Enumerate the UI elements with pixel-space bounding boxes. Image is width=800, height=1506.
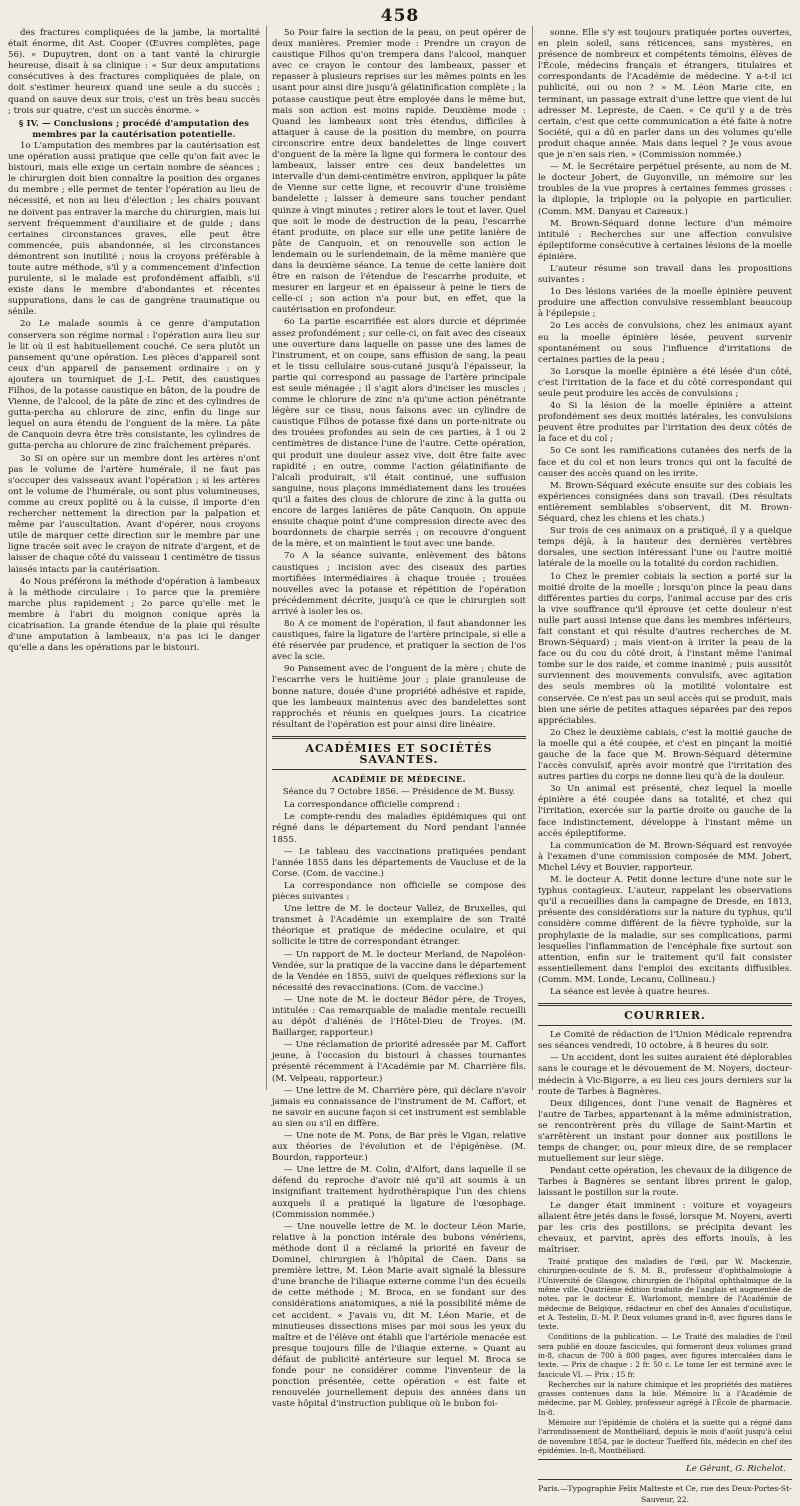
- book-notice: Mémoire sur l'épidémie de choléra et la suette qui a régné dans l'arrondissement de Montbéliard, depuis le mois d'août jusqu'à celui de novembre 1854, par le docteur Tuefferd fils, médecin en chef des épidémies. In-8, Montbéliard.: [538, 1418, 792, 1455]
- report-paragraph: 2o Chez le deuxième cabiais, c'est la moitié gauche de la moelle qui a été coupée, et c'est en pinçant la moitié gauche de la face que M. Brown-Séquard détermine l'accès convulsif, après avoir montré que l'irritation des autres parties du corps ne donne lieu qu'à de la douleur.: [538, 727, 792, 783]
- session-line: Séance du 7 Octobre 1856. — Présidence de M. Bussy.: [282, 786, 516, 797]
- body-paragraph: 4o Nous préférons la méthode d'opération à lambeaux à la méthode circulaire : 1o parce que la première marche plus rapidement ; 2o parce qu'elle met le membre à l'abri du moignon conique après la cicatrisation. La grande étendue de la plaie qui résulte d'une amputation à lambeaux, n'a pas ici le danger qu'elle a dans les opérations par le bistouri.: [8, 576, 260, 654]
- report-paragraph: La séance est levée à quatre heures.: [550, 986, 710, 997]
- report-paragraph: Une lettre de M. le docteur Vallez, de Bruxelles, qui transmet à l'Académie un exemplaire de son Traité théorique et pratique de médecine oculaire, et qui sollicite le titre de correspondant étranger.: [272, 904, 526, 948]
- section-divider: [272, 736, 526, 739]
- headline-rule: [538, 1025, 792, 1026]
- courrier-headline: COURRIER.: [624, 1009, 706, 1023]
- report-paragraph: 1o Des lésions variées de la moelle épinière peuvent produire une affection convulsive ressemblant beaucoup à l'épilepsie ;: [538, 287, 792, 320]
- column-divider: [266, 26, 267, 1090]
- report-paragraph: M. Brown-Séquard exécute ensuite sur des cobiais les expériences consignées dans son travail. (Des résultats entièrement semblables s'observent, dit M. Brown-Séquard, chez les chiens et les chats.): [538, 480, 792, 525]
- printer-line: Paris.—Typographie Felix Malteste et Ce, rue des Deux-Portes-St-Sauveur, 22.: [538, 1484, 792, 1505]
- body-paragraph: 2o Le malade soumis à ce genre d'amputation conservera son régime normal : l'opération aura lieu sur le lit où il est habituellement couché. Ce sera plutôt un pansement qu'une opération. Les pièces d'appareil sont ceux d'un appareil de pansement ordinaire : on y ajoutera un tourniquet de J.-L. Petit, des caustiques Filhos, de la potasse caustique en bâton, de la poudre de Vienne, de l'alcool, de la pâte de zinc et des cylindres de gutta-percha au chlorure de zinc, enfin du linge sur lequel on aura étendu de l'onguent de la mère. La pâte de Canquoin devra être très consistante, les cylindres de gutta-percha au chlorure de zinc fraîchement préparés.: [8, 319, 260, 452]
- report-paragraph: 2o Les accès de convulsions, chez les animaux ayant eu la moelle épinière lésée, peuvent survenir spontanément ou sous l'influence d'irritations de certaines parties de la peau ;: [538, 321, 792, 365]
- news-paragraph: Pendant cette opération, les chevaux de la diligence de Tarbes à Bagnères se sentant libres prirent le galop, laissant le postillon sur la route.: [538, 1166, 792, 1199]
- section-divider: [538, 1003, 792, 1006]
- academy-subhead: ACADÉMIE DE MÉDECINE.: [332, 774, 466, 785]
- report-paragraph: — Une note de M. Pons, de Bar près le Vigan, relative aux théories de l'évolution et de l'épigénèse. (M. Bourdon, rapporteur.): [272, 1131, 526, 1164]
- headline-rule: [272, 769, 526, 770]
- page-number: 458: [380, 6, 420, 26]
- report-paragraph: sonne. Elle s'y est toujours pratiquée portes ouvertes, en plein soleil, sans réticences, sans mystères, en présence de nombreux et compétents témoins, élèves de l'École, médecins français et étrangers, titulaires et correspondants de l'Académie de médecine. Y a-t-il ici publicité, oui ou non ? » M. Léon Marie cite, en terminant, un passage extrait d'une lettre que vient de lui adresser M. Lepreste, de Caen. « Ce qu'il y a de très certain, c'est que cette communication a été faite à notre Société, qui a dû en parler dans un des volumes qu'elle produit chaque année. Mais dans lequel ? Je vous avoue que je n'en sais rien. » (Commission nommée.): [538, 28, 792, 161]
- column-divider: [532, 26, 533, 1090]
- left-column: [8, 28, 260, 1090]
- book-notice: Conditions de la publication. — Le Traité des maladies de l'œil sera publié en douze fascicules, qui formeront deux volumes grand in-8, chacun de 700 à 800 pages, avec figures intercalées dans le texte. — Prix de chaque : 2 fr. 50 c. Le tome Ier est terminé avec le fascicule VI. — Prix : 15 fr.: [538, 1332, 792, 1379]
- report-paragraph: L'auteur résume son travail dans les propositions suivantes :: [538, 263, 792, 286]
- report-paragraph: Le compte-rendu des maladies épidémiques qui ont régné dans le département du Nord pendant l'année 1855.: [272, 812, 526, 845]
- report-paragraph: — Un rapport de M. le docteur Merland, de Napoléon-Vendée, sur la pratique de la vaccine dans le département de la Vendée en 1855, suivi de quelques réflexions sur la nécessité des revaccinations. (Com. de vaccine.): [272, 949, 526, 993]
- book-notices: [538, 1257, 792, 1455]
- report-paragraph: — M. le Secrétaire perpétuel présente, au nom de M. le docteur Jobert, de Guyonville, un mémoire sur les troubles de la vue propres à certaines femmes grosses : la diplopie, la triplopie ou la polyopie en particulier. (Comm. MM. Danyau et Cazeaux.): [538, 162, 792, 217]
- body-paragraph: 8o A ce moment de l'opération, il faut abandonner les caustiques, faire la ligature de l'artère principale, si elle a été réservée par prudence, et pratiquer la section de l'os avec la scie.: [272, 618, 526, 663]
- book-notice: Traité pratique des maladies de l'œil, par W. Mackenzie, chirurgien-oculiste de S. M. B., professeur d'ophthalmologie à l'Université de Glasgow, chirurgien de l'hôpital ophthalmique de la même ville. Quatrième édition traduite de l'anglais et augmentée de notes, par le docteur E. Warlomont, membre de l'Académie de médecine de Belgique, rédacteur en chef des Annales d'oculistique, et A. Testelin, D.-M. P. Deux volumes grand in-8, avec figures dans le texte.: [538, 1257, 792, 1332]
- report-paragraph: La correspondance non officielle se compose des pièces suivantes :: [272, 880, 526, 903]
- news-paragraph: — Un accident, dont les suites auraient été déplorables sans le courage et le dévouement de M. Noyers, docteur-médecin à Vic-Bigorre, a eu lieu ces jours derniers sur la route de Tarbes à Bagnères.: [538, 1053, 792, 1097]
- report-paragraph: 4o Si la lésion de la moelle épinière a atteint profondément ses deux moitiés latérales, les convulsions peuvent être produites par l'irritation des deux côtés de la face et du col ;: [538, 401, 792, 445]
- body-paragraph: 1o L'amputation des membres par la cautérisation est une opération aussi pratique que celle qu'on fait avec le bistouri, mais elle exige un certain nombre de séances ; le chirurgien doit bien connaître la position des organes du membre ; elle permet de tenter l'opération au lieu de nécessité, et non au lieu d'élection ; les chairs pouvant ne doivent pas entraver la marche du chirurgien, mais lui servent fréquemment d'auxiliaire et de guide ; dans certaines circonstances graves, elle peut être commencée, puis abandonnée, si les circonstances démontrent son inutilité ; nous la croyons préférable à toute autre méthode, s'il y a commencement d'infection purulente, si le malade est profondément affaibli, s'il existe dans le membre d'abondantes et récentes suppurations, dans le cas de gangrène traumatique ou sénile.: [8, 140, 260, 318]
- report-paragraph: 1o Chez le premier cobiais la section a porté sur la moitié droite de la moelle ; lorsqu'on pince la peau dans différentes parties du corps, l'animal accuse par des cris la vive souffrance qu'il éprouve (et cette douleur n'est nulle part aussi intense que dans les membres inférieurs, fait constant et qui résulte d'autres recherches de M. Brown-Séquard) ; mais vient-on à irriter la peau de la face ou du cou du côté droit, à l'instant même l'animal tombe sur le dos raide, et comme inanimé ; puis aussitôt surviennent des mouvements convulsifs, avec agitation des seuls membres où la motilité volontaire est conservée. Ce n'est pas un seul accès qui se produit, mais bien une série de petites attaques séparées par des repos appréciables.: [538, 571, 792, 726]
- closing-rule: [538, 1479, 792, 1480]
- news-paragraph: Le danger était imminent : voiture et voyageurs allaient être jetés dans le fossé, lorsque M. Noyers, averti par les cris des postillons, se précipita devant les chevaux, et parvint, après des efforts inouïs, à les maîtriser.: [538, 1200, 792, 1255]
- report-paragraph: — Une note de M. le docteur Bédor père, de Troyes, intitulée : Cas remarquable de maladie mentale recueilli au dépôt d'aliénés de l'Hôtel-Dieu de Troyes. (M. Baillarger, rapporteur.): [272, 994, 526, 1039]
- middle-column: [272, 28, 526, 1410]
- news-paragraph: Deux diligences, dont l'une venait de Bagnères et l'autre de Tarbes, appartenant à la même administration, se rencontrèrent près du village de Saint-Martin et s'arrêtèrent un instant pour donner aux postillons le temps de changer, ou, pour mieux dire, de se remplacer mutuellement sur leur siège.: [538, 1098, 792, 1165]
- body-paragraph: 6o La partie escarrifiée est alors durcie et déprimée assez profondément ; sur celle-ci, on fait avec des ciseaux une ouverture dans laquelle on passe une des lames de l'instrument, et on coupe, sans effusion de sang, la peau et le tissu cellulaire sous-cutané jusqu'à l'épaisseur, la partie qui correspond au passage de l'artère principale est seule ménagée ; il s'agit alors d'inciser les muscles ; comme le chlorure de zinc n'a qu'une action pénétrante légère sur ce tissu, nous faisons avec un cylindre de caustique Filhos de potasse fixé dans un porte-nitrate ou des trouées profondes au sein de ces parties, à 1 ou 2 centimètres de distance l'une de l'autre. Cette opération, qui produit une douleur assez vive, doit être faite avec rapidité ; en outre, comme l'action gélatinifiante de l'alcali produirait, s'il était continué, une suffusion sanguine, nous plaçons immédiatement dans les trouées qu'il a faites des clous de chlorure de zinc à la gutta ou encore de larges lanières de pâte Canquoin. On appuie ensuite chaque point d'une compression directe avec des bourdonnets de charpie serrés ; on recouvre d'onguent de la mère, et on maintient le tout avec une bande.: [272, 317, 526, 550]
- academies-headline: ACADÉMIES ET SOCIÉTÉS SAVANTES.: [305, 741, 493, 766]
- report-paragraph: — Une lettre de M. Colin, d'Alfort, dans laquelle il se défend du reproche d'avoir nié qu'il ait soumis à un insignifiant traitement hydrothérapique l'un des chiens auxquels il a pratiqué la ligature de l'œsophage. (Commission nommée.): [272, 1165, 526, 1220]
- closing-rule: [538, 1459, 792, 1460]
- report-paragraph: M. Brown-Séquard donne lecture d'un mémoire intitulé : Recherches sur une affection convulsive épileptiforme consécutive à certaines lésions de la moelle épinière.: [538, 218, 792, 262]
- report-paragraph: 5o Ce sont les ramifications cutanées des nerfs de la face et du col et non leurs troncs qui ont la faculté de causer des accès quand on les irrite.: [538, 446, 792, 479]
- report-paragraph: — Une réclamation de priorité adressée par M. Caffort jeune, à l'occasion du bistouri à chasses tournantes présenté récemment à l'Académie par M. Charrière fils. (M. Velpeau, rapporteur.): [272, 1040, 526, 1084]
- section-title: § IV. — Conclusions ; procédé d'amputation des membres par la cautérisation potentielle.: [18, 117, 250, 139]
- news-paragraph: Le Comité de rédaction de l'Union Médicale reprendra ses séances vendredi, 10 octobre, à 8 heures du soir.: [538, 1030, 792, 1052]
- report-paragraph: — Une nouvelle lettre de M. le docteur Léon Marie, relative à la ponction intérale des bubons vénériens, méthode dont il a réclamé la priorité en faveur de Dominel, chirurgien à l'hôpital de Caen. Dans sa première lettre, M. Léon Marie avait signalé la blessure d'une branche de l'iliaque externe comme l'un des écueils de cette méthode ; M. Broca, en se fondant sur des considérations anatomiques, a nié la possibilité même de cet accident. « J'avais vu, dit M. Léon Marie, et de minutieuses dissections mises par moi sous les yeux du maître et de l'élève ont établi que l'artériole menacée est presque toujours fille de l'iliaque externe. » Quant au défaut de publicité antérieure sur lequel M. Broca se fonde pour ne considérer comme l'inventeur de la ponction présentée, cette opération « est faite et renouvelée journellement depuis des années dans un vaste hôpital d'instruction publique où le bubon foi-: [272, 1221, 526, 1410]
- report-paragraph: — Le tableau des vaccinations pratiquées pendant l'année 1855 dans les départements de Vaucluse et de la Corse. (Com. de vaccine.): [272, 846, 526, 879]
- report-paragraph: 3o Un animal est présenté, chez lequel la moelle épinière a été coupée dans sa totalité, et chez qui l'irritation, exercée sur la partie droite ou gauche de la face indistinctement, développe à l'instant même un accès épileptiforme.: [538, 784, 792, 839]
- report-paragraph: — Une lettre de M. Charrière père, qui déclare n'avoir jamais eu connaissance de l'instrument de M. Caffort, et ne savoir en aucune façon si cet instrument est semblable au sien ou s'il en diffère.: [272, 1085, 526, 1129]
- body-paragraph: 7o A la séance suivante, enlèvement des bâtons caustiques ; incision avec des ciseaux des parties mortifiées intermédiaires à chaque trouée ; trouées nouvelles avec la potasse et répétition de l'opération précédemment décrite, jusqu'à ce que le chirurgien soit arrivé à isoler les os.: [272, 551, 526, 617]
- right-column: [538, 28, 792, 1505]
- book-notice: Recherches sur la nature chimique et les propriétés des matières grasses contenues dans la bile. Mémoire lu à l'Académie de médecine, par M. Gobley, professeur agrégé à l'École de pharmacie. In-8.: [538, 1379, 792, 1417]
- body-paragraph: 3o Si on opère sur un membre dont les artères n'ont pas le volume de l'artère humérale, il ne faut pas s'occuper des vaisseaux avant l'opération ; si les artères ont le volume de l'humérale, ou sont plus volumineuses, comme au creux poplité ou à la cuisse, il importe d'en rechercher nettement la direction par la palpation et même par l'auscultation. Avant d'opérer, nous croyons utile de marquer cette direction sur le membre par une ligne tracée soit avec le crayon de nitrate d'argent, et de laisser de chaque côté du vaisseau 1 centimètre de tissus laissés intacts par la cautérisation.: [8, 453, 260, 575]
- body-paragraph: des fractures compliquées de la jambe, la mortalité était énorme, dit Ast. Cooper (Œuvres complètes, page 56). « Dupuytren, dont on a tant vanté la chirurgie heureuse, disait à sa clinique : « Sur deux amputations consécutives à des fractures compliquées de plaie, on doit s'estimer heureux quand une seule a du succès ; quand on sauve deux sur trois, c'est un très beau succès ; trois sur quatre, c'est un succès énorme. »: [8, 28, 260, 116]
- body-paragraph: 9o Pansement avec de l'onguent de la mère ; chute de l'escarrhe vers le huitième jour ; plaie granuleuse de bonne nature, douée d'une propriété adhésive et rapide, que les lambeaux maintenus avec des bandelettes sont rapprochés et réunis en quelques jours. La cicatrice résultant de l'opération est pour ainsi dire linéaire.: [272, 664, 526, 730]
- report-paragraph: La correspondance officielle comprend :: [284, 800, 460, 811]
- manager-signature: Le Gérant, G. Richelot.: [686, 1464, 786, 1475]
- report-paragraph: 3o Lorsque la moelle épinière a été lésée d'un côté, c'est l'irritation de la face et du côté correspondant qui seule peut produire les accès de convulsions ;: [538, 366, 792, 399]
- report-paragraph: Sur trois de ces animaux on a pratiqué, il y a quelque temps déjà, à la hauteur des dernières vertèbres dorsales, une section intéressant l'une ou l'autre moitié latérale de la moelle ou la totalité du cordon rachidien.: [538, 526, 792, 570]
- body-paragraph: 5o Pour faire la section de la peau, on peut opérer de deux manières. Premier mode : Prendre un crayon de caustique Filhos qu'on trempera dans l'alcool, manquer avec ce crayon le contour des lambeaux, passer et repasser à plusieurs reprises sur les mêmes points en les usant pour ainsi dire jusqu'à gélatinification complète ; la potasse caustique peut être employée dans le même but, mais son action est moins rapide. Deuxième mode : Quand les lambeaux sont très étendus, difficiles à attaquer à cause de la position du membre, on pourra circonscrire entre deux bandelettes de linge couvert d'onguent de la mère la ligne qui formera le contour des lambeaux, laisser entre ces deux bandelettes un intervalle d'un demi-centimètre environ, appliquer la pâte de Vienne sur cette ligne, et recouvrir d'une troisième bandelette ; laisser à demeure sans toucher pendant quinze à vingt minutes ; retirer alors le tout et laver. Quel que soit le mode de destruction de la peau, l'escarrhe étant produite, on place sur elle une petite lanière de pâte de Canquoin, et on renouvelle son action le lendemain ou le surlendemain, de la même manière que dans la deuxième séance. La tenue de cette lanière doit être en raison de l'étendue de l'escarrhe produite, et mesurer en largeur et en épaisseur à peine le tiers de celle-ci ; son action n'a pour but, en effet, que la cautérisation en profondeur.: [272, 28, 526, 316]
- report-paragraph: La communication de M. Brown-Séquard est renvoyée à l'examen d'une commission composée de MM. Jobert, Michel Lévy et Bouvier, rapporteur.: [538, 840, 792, 873]
- report-paragraph: M. le docteur A. Petit donne lecture d'une note sur le typhus contagieux. L'auteur, rappelant les observations qu'il a recueillies dans la campagne de Dresde, en 1813, présente des considérations sur la nature du typhus, qu'il considère comme différent de la fièvre typhoïde, sur la prophylaxie de la maladie, sur ses complications, parmi lesquelles l'inflammation de l'encéphale fixe surtout son attention, enfin sur le traitement qu'il fait consister essentiellement dans l'emploi des excitants diffusibles. (Comm. MM. Londe, Lecanu, Collineau.): [538, 875, 792, 985]
